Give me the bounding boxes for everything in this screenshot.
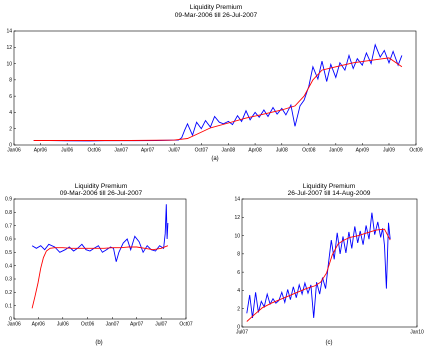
- chart-a-x-tick-label: Apr07: [140, 147, 155, 154]
- chart-b-x-tick-label: Jul06: [56, 321, 69, 328]
- chart-c-y-tick-label: 2: [237, 306, 240, 313]
- chart-c-y-tick-label: 0: [237, 324, 240, 331]
- chart-c-y-tick-label: 8: [237, 251, 240, 258]
- chart-a-y-tick-label: 0: [9, 142, 12, 149]
- chart-b-x-tick-label: Apr06: [31, 321, 45, 328]
- chart-a-title: Liquidity Premium: [189, 4, 243, 11]
- chart-a-y-tick-label: 8: [9, 77, 12, 84]
- chart-b-x-tick-label: Jul07: [155, 321, 168, 328]
- chart-panel-b: [5, 183, 193, 346]
- chart-a-y-tick-label: 12: [6, 44, 12, 51]
- chart-b-x-tick-label: Oct07: [179, 321, 193, 328]
- chart-b-y-tick-label: 0.3: [5, 276, 12, 283]
- chart-b-x-tick-label: Apr07: [129, 321, 144, 328]
- chart-b-y-tick-label: 0.2: [5, 290, 12, 297]
- chart-b-y-tick-label: 0.1: [5, 303, 12, 310]
- chart-a-x-tick-label: Apr06: [33, 147, 48, 154]
- chart-c-y-tick-label: 12: [234, 214, 240, 221]
- chart-panel-c: [234, 183, 424, 346]
- chart-b-caption: (b): [95, 340, 103, 346]
- chart-a-y-tick-label: 6: [9, 93, 12, 100]
- chart-a-caption: (a): [211, 156, 219, 162]
- chart-c-title: Liquidity Premium: [302, 183, 356, 190]
- chart-c-x-tick-label: Jul07: [236, 329, 248, 336]
- chart-a-x-tick-label: Jul08: [275, 147, 288, 154]
- chart-a-y-tick-label: 14: [6, 28, 12, 35]
- chart-c-caption: (c): [325, 340, 333, 346]
- chart-panel-a: [6, 4, 422, 162]
- chart-b-x-tick-label: Jan07: [105, 321, 120, 328]
- chart-b-x-tick-label: Jan06: [7, 321, 21, 328]
- chart-b-y-tick-label: 0: [9, 316, 12, 323]
- chart-a-plot-area: [14, 31, 416, 145]
- chart-b-y-tick-label: 0.7: [5, 223, 12, 230]
- chart-c-y-tick-label: 10: [234, 233, 240, 240]
- chart-c-x-tick-label: Jan10: [410, 329, 424, 336]
- chart-b-y-tick-label: 0.8: [5, 210, 12, 217]
- chart-a-y-tick-label: 4: [9, 110, 12, 117]
- chart-a-x-tick-label: Apr08: [248, 147, 262, 154]
- chart-a-x-tick-label: Oct07: [194, 147, 209, 154]
- chart-b-y-tick-label: 0.9: [5, 196, 12, 203]
- chart-c-y-tick-label: 4: [237, 288, 240, 295]
- chart-c-subtitle: 26-Jul-2007 till 14-Aug-2009: [287, 190, 371, 197]
- chart-b-y-tick-label: 0.4: [5, 263, 12, 270]
- chart-a-y-tick-label: 2: [9, 126, 12, 133]
- chart-a-x-tick-label: Jul09: [383, 147, 395, 154]
- chart-a-subtitle: 09-Mar-2006 till 26-Jul-2007: [174, 12, 258, 19]
- chart-c-y-tick-label: 6: [237, 269, 240, 276]
- chart-a-x-tick-label: Apr09: [355, 147, 369, 154]
- chart-c-y-tick-label: 14: [234, 196, 240, 203]
- chart-b-x-tick-label: Oct06: [80, 321, 95, 328]
- chart-b-y-tick-label: 0.5: [5, 250, 12, 257]
- chart-a-x-tick-label: Oct09: [409, 147, 423, 154]
- chart-a-x-tick-label: Jul07: [168, 147, 181, 154]
- chart-a-x-tick-label: Oct06: [87, 147, 101, 154]
- chart-a-x-tick-label: Oct08: [302, 147, 316, 154]
- chart-a-y-tick-label: 10: [6, 61, 12, 68]
- chart-a-x-tick-label: Jan09: [329, 147, 343, 154]
- chart-a-x-tick-label: Jan07: [114, 147, 128, 154]
- chart-a-x-tick-label: Jan08: [221, 147, 236, 154]
- chart-b-plot-area: [14, 199, 186, 319]
- chart-b-subtitle: 09-Mar-2006 till 26-Jul-2007: [59, 190, 143, 197]
- chart-a-x-tick-label: Jan06: [7, 147, 21, 154]
- chart-a-x-tick-label: Jul06: [61, 147, 74, 154]
- chart-b-title: Liquidity Premium: [74, 183, 128, 190]
- chart-b-y-tick-label: 0.6: [5, 236, 12, 243]
